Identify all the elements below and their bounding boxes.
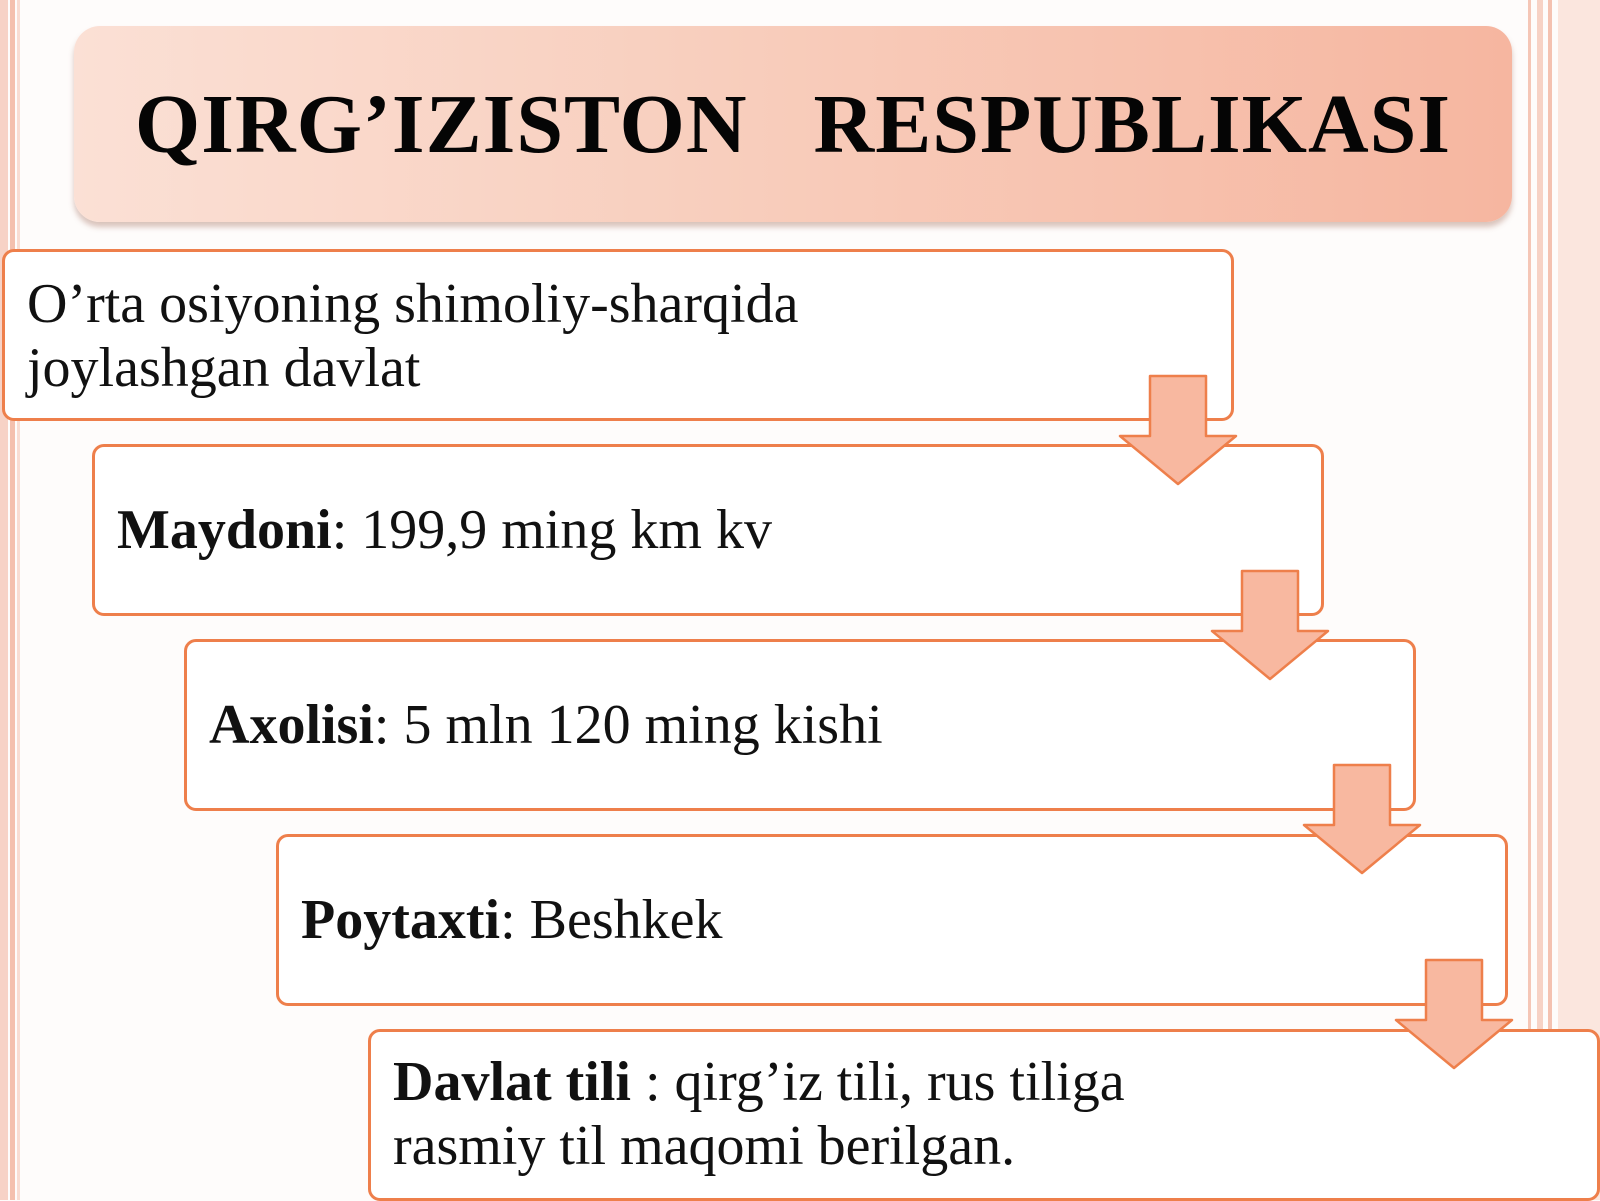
down-arrow-icon bbox=[1302, 763, 1422, 875]
slide-title: QIRG’IZISTON RESPUBLIKASI bbox=[134, 77, 1452, 171]
area-label: Maydoni bbox=[117, 499, 332, 561]
language-line-2: rasmiy til maqomi berilgan. bbox=[393, 1115, 1016, 1177]
left-edge-stripe bbox=[17, 0, 20, 1200]
down-arrow-icon bbox=[1210, 569, 1330, 681]
right-edge-stripe bbox=[1558, 0, 1600, 1200]
location-line-2: joylashgan davlat bbox=[27, 337, 421, 399]
capital-label: Poytaxti bbox=[301, 889, 501, 951]
capital-value: : Beshkek bbox=[500, 889, 723, 951]
language-value: : qirg’iz tili, rus tiliga bbox=[630, 1051, 1125, 1113]
population-label: Axolisi bbox=[209, 694, 374, 756]
population-value: : 5 mln 120 ming kishi bbox=[373, 694, 883, 756]
step-box-location bbox=[2, 249, 1234, 421]
location-line-1: O’rta osiyoning shimoliy-sharqida bbox=[27, 273, 799, 335]
down-arrow-icon bbox=[1394, 958, 1514, 1070]
language-label: Davlat tili bbox=[393, 1051, 631, 1113]
right-edge-stripe bbox=[1537, 0, 1543, 1200]
title-banner bbox=[74, 26, 1512, 222]
area-value: : 199,9 ming km kv bbox=[331, 499, 772, 561]
right-edge-stripe bbox=[1548, 0, 1552, 1200]
right-edge-stripe bbox=[1528, 0, 1531, 1200]
left-edge-stripe bbox=[0, 0, 8, 1200]
down-arrow-icon bbox=[1118, 374, 1238, 486]
left-edge-stripe bbox=[10, 0, 15, 1200]
